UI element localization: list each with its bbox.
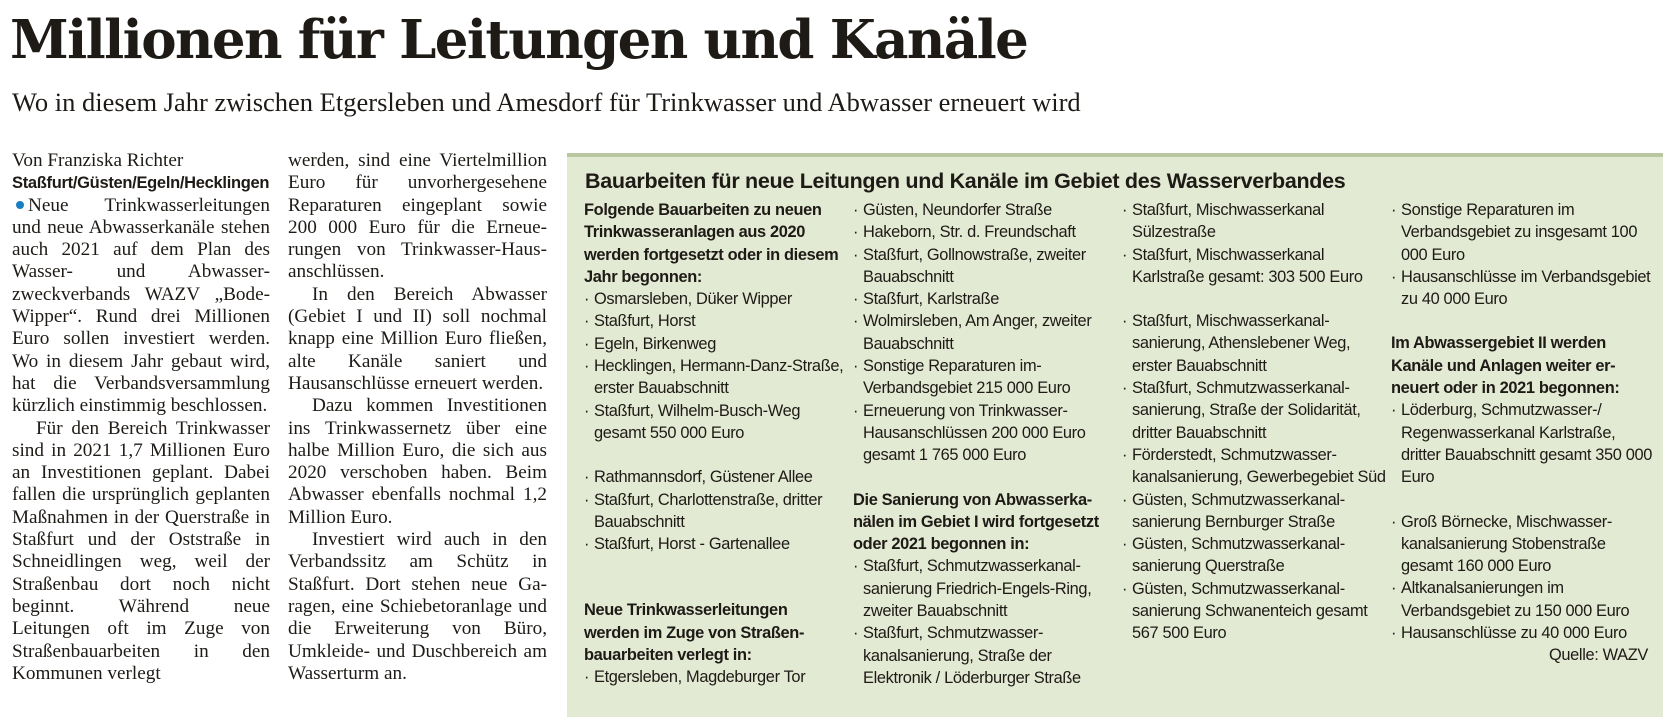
project-list (853, 199, 1121, 467)
list-item: · Staßfurt, Horst (584, 310, 846, 332)
project-list (1391, 399, 1653, 488)
list-item: · Güsten, Schmutzwasserkanalsanierung Querstraße (1122, 533, 1390, 578)
project-list (1391, 511, 1653, 645)
list-item: · Förderstedt, Schmutzwasserkanalsanierung, Gewerbegebiet Süd (1122, 444, 1390, 489)
article-paragraph: werden, sind eine Viertelmillion Euro für unvorhergesehene Reparaturen eingeplant sowie 200 000 Euro für die Erneuerungen von Trinkwasser-Hausanschlüssen. (288, 150, 547, 283)
list-item: · Staßfurt, Mischwasserkanalsanierung, Athenslebener Weg, erster Bauabschnitt (1122, 310, 1390, 377)
list-item: · Hausanschlüsse im Verbandsgebiet zu 40 000 Euro (1391, 266, 1653, 311)
project-list (1122, 310, 1390, 644)
list-item: · Altkanalsanierungen im Verbandsgebiet zu 150 000 Euro (1391, 577, 1653, 622)
article-paragraph: Dazu kommen Investitionen ins Trinkwassernetz über eine halbe Million Euro, die sich aus 2020 verschoben haben. Beim Abwasser ebenfalls nochmal 1,2 Million Euro. (288, 395, 547, 528)
section-heading: Die Sanierung von Abwasserkanälen im Gebiet I wird fortgesetzt oder 2021 begonnen in: (853, 490, 1099, 554)
article-paragraph: Investiert wird auch in den Verbandssitz am Schütz in Staßfurt. Dort stehen neue Garagen, eine Schiebetoranlage und die Erweiterung von Büro, Umkleide- und Duschbereich am Wasserturm an. (288, 529, 547, 684)
article-paragraph: In den Bereich Abwasser (Gebiet I und II) soll nochmal knapp eine Million Euro fließen, alte Kanäle saniert und Hausanschlüsse erneuert werden. (288, 283, 547, 394)
byline: Von Franziska Richter (12, 150, 184, 171)
project-list (584, 666, 846, 688)
infobox-column-3 (1122, 199, 1390, 645)
list-item: · Staßfurt, Mischwasserkanal Karlstraße gesamt: 303 500 Euro (1122, 244, 1390, 289)
dateline: Staßfurt/Güsten/Egeln/Hecklingen (12, 174, 270, 193)
lead-paragraph (12, 172, 270, 417)
list-item: · Erneuerung von Trinkwasser-Hausanschlüssen 200 000 Euro gesamt 1 765 000 Euro (853, 400, 1121, 467)
list-item: · Hausanschlüsse zu 40 000 Euro (1391, 622, 1653, 644)
article-column-2 (288, 150, 547, 685)
infobox-column-1 (584, 199, 846, 689)
list-item: · Wolmirsleben, Am Anger, zweiter Bauabschnitt (853, 310, 1121, 355)
list-item: · Groß Börnecke, Mischwasserkanalsanierung Stobenstraße gesamt 160 000 Euro (1391, 511, 1653, 578)
headline: Millionen für Leitungen und Kanäle (10, 9, 1028, 71)
subheadline: Wo in diesem Jahr zwischen Etgersleben und Amesdorf für Trinkwasser und Abwasser erneuert wird (12, 87, 1081, 117)
section-heading: Folgende Bauarbeiten zu neuen Trinkwasseranlagen aus 2020 werden fortgesetzt oder in diesem Jahr begonnen: (584, 201, 839, 286)
list-item: · Güsten, Neundorfer Straße (853, 199, 1121, 221)
section-heading: Im Abwassergebiet II werden Kanäle und Anlagen weiter erneuert oder in 2021 begonnen: (1391, 334, 1620, 398)
list-item: · Staßfurt, Horst - Gartenallee (584, 533, 846, 555)
list-item: · Staßfurt, Wilhelm-Busch-Weg gesamt 550 000 Euro (584, 400, 846, 445)
list-item: · Löderburg, Schmutzwasser-/ Regenwasserkanal Karlstraße, dritter Bauabschnitt gesamt 350 000 Euro (1391, 399, 1653, 488)
list-item: · Staßfurt, Gollnowstraße, zweiter Bauabschnitt (853, 244, 1121, 289)
list-item: · Etgersleben, Magdeburger Tor (584, 666, 846, 688)
project-list (584, 288, 846, 444)
project-list (1391, 199, 1653, 310)
list-item: · Hecklingen, Hermann-Danz-Straße, erster Bauabschnitt (584, 355, 846, 400)
infobox-column-4 (1391, 199, 1653, 667)
list-item: · Osmarsleben, Düker Wipper (584, 288, 846, 310)
bullet-dot-icon (16, 201, 24, 209)
project-list (1122, 199, 1390, 288)
list-item: · Hakeborn, Str. d. Freundschaft (853, 221, 1121, 243)
list-item: · Staßfurt, Charlottenstraße, dritter Bauabschnitt (584, 489, 846, 534)
source-credit: Quelle: WAZV (1548, 646, 1648, 665)
list-item: · Staßfurt, Mischwasserkanal Sülzestraße (1122, 199, 1390, 244)
project-list (584, 466, 846, 555)
list-item: · Güsten, Schmutzwasserkanalsanierung Schwanenteich gesamt 567 500 Euro (1122, 578, 1390, 645)
project-list (853, 555, 1121, 689)
infobox-title: Bauarbeiten für neue Leitungen und Kanäle im Gebiet des Wasserverbandes (585, 169, 1346, 193)
lead-text: Neue Trinkwasserleitungen und neue Abwasserkanäle stehen auch 2021 auf dem Plan des Wasser- und Abwasserzweckverbands WAZV „Bode-Wipper“. Rund drei Millionen Euro sollen investiert werden. Wo in diesem Jahr gebaut wird, hat die Verbandsversammlung kürzlich einstimmig beschlossen. (12, 194, 270, 417)
infobox (567, 153, 1663, 717)
list-item: · Güsten, Schmutzwasserkanalsanierung Bernburger Straße (1122, 489, 1390, 534)
list-item: · Egeln, Birkenweg (584, 333, 846, 355)
list-item: · Sonstige Reparaturen im Verbandsgebiet zu insgesamt 100 000 Euro (1391, 199, 1653, 266)
article-paragraph: Für den Bereich Trinkwasser sind in 2021 1,7 Millionen Euro an Investitionen geplant. Dabei fallen die ursprünglich geplanten Maßnahmen in der Querstraße in Staßfurt und der Oststraße in Schneidlingen weg, weil der Straßenbau dort noch nicht beginnt. Während neue Leitungen oft im Zuge von Straßenbauarbeiten in den Kommunen verlegt (12, 417, 270, 684)
list-item: · Sonstige Reparaturen im-Verbandsgebiet 215 000 Euro (853, 355, 1121, 400)
list-item: · Staßfurt, Schmutzwasserkanalsanierung Friedrich-Engels-Ring, zweiter Bauabschnitt (853, 555, 1121, 622)
infobox-column-2 (853, 199, 1121, 689)
list-item: · Staßfurt, Schmutzwasserkanalsanierung, Straße der Elektronik / Löderburger Straße (853, 622, 1121, 689)
list-item: · Rathmannsdorf, Güstener Allee (584, 466, 846, 488)
list-item: · Staßfurt, Karlstraße (853, 288, 1121, 310)
list-item: · Staßfurt, Schmutzwasserkanalsanierung, Straße der Solidarität, dritter Bauabschnitt (1122, 377, 1390, 444)
article-column-1 (12, 150, 270, 685)
section-heading: Neue Trinkwasserleitungen werden im Zuge von Straßenbauarbeiten verlegt in: (584, 601, 805, 665)
